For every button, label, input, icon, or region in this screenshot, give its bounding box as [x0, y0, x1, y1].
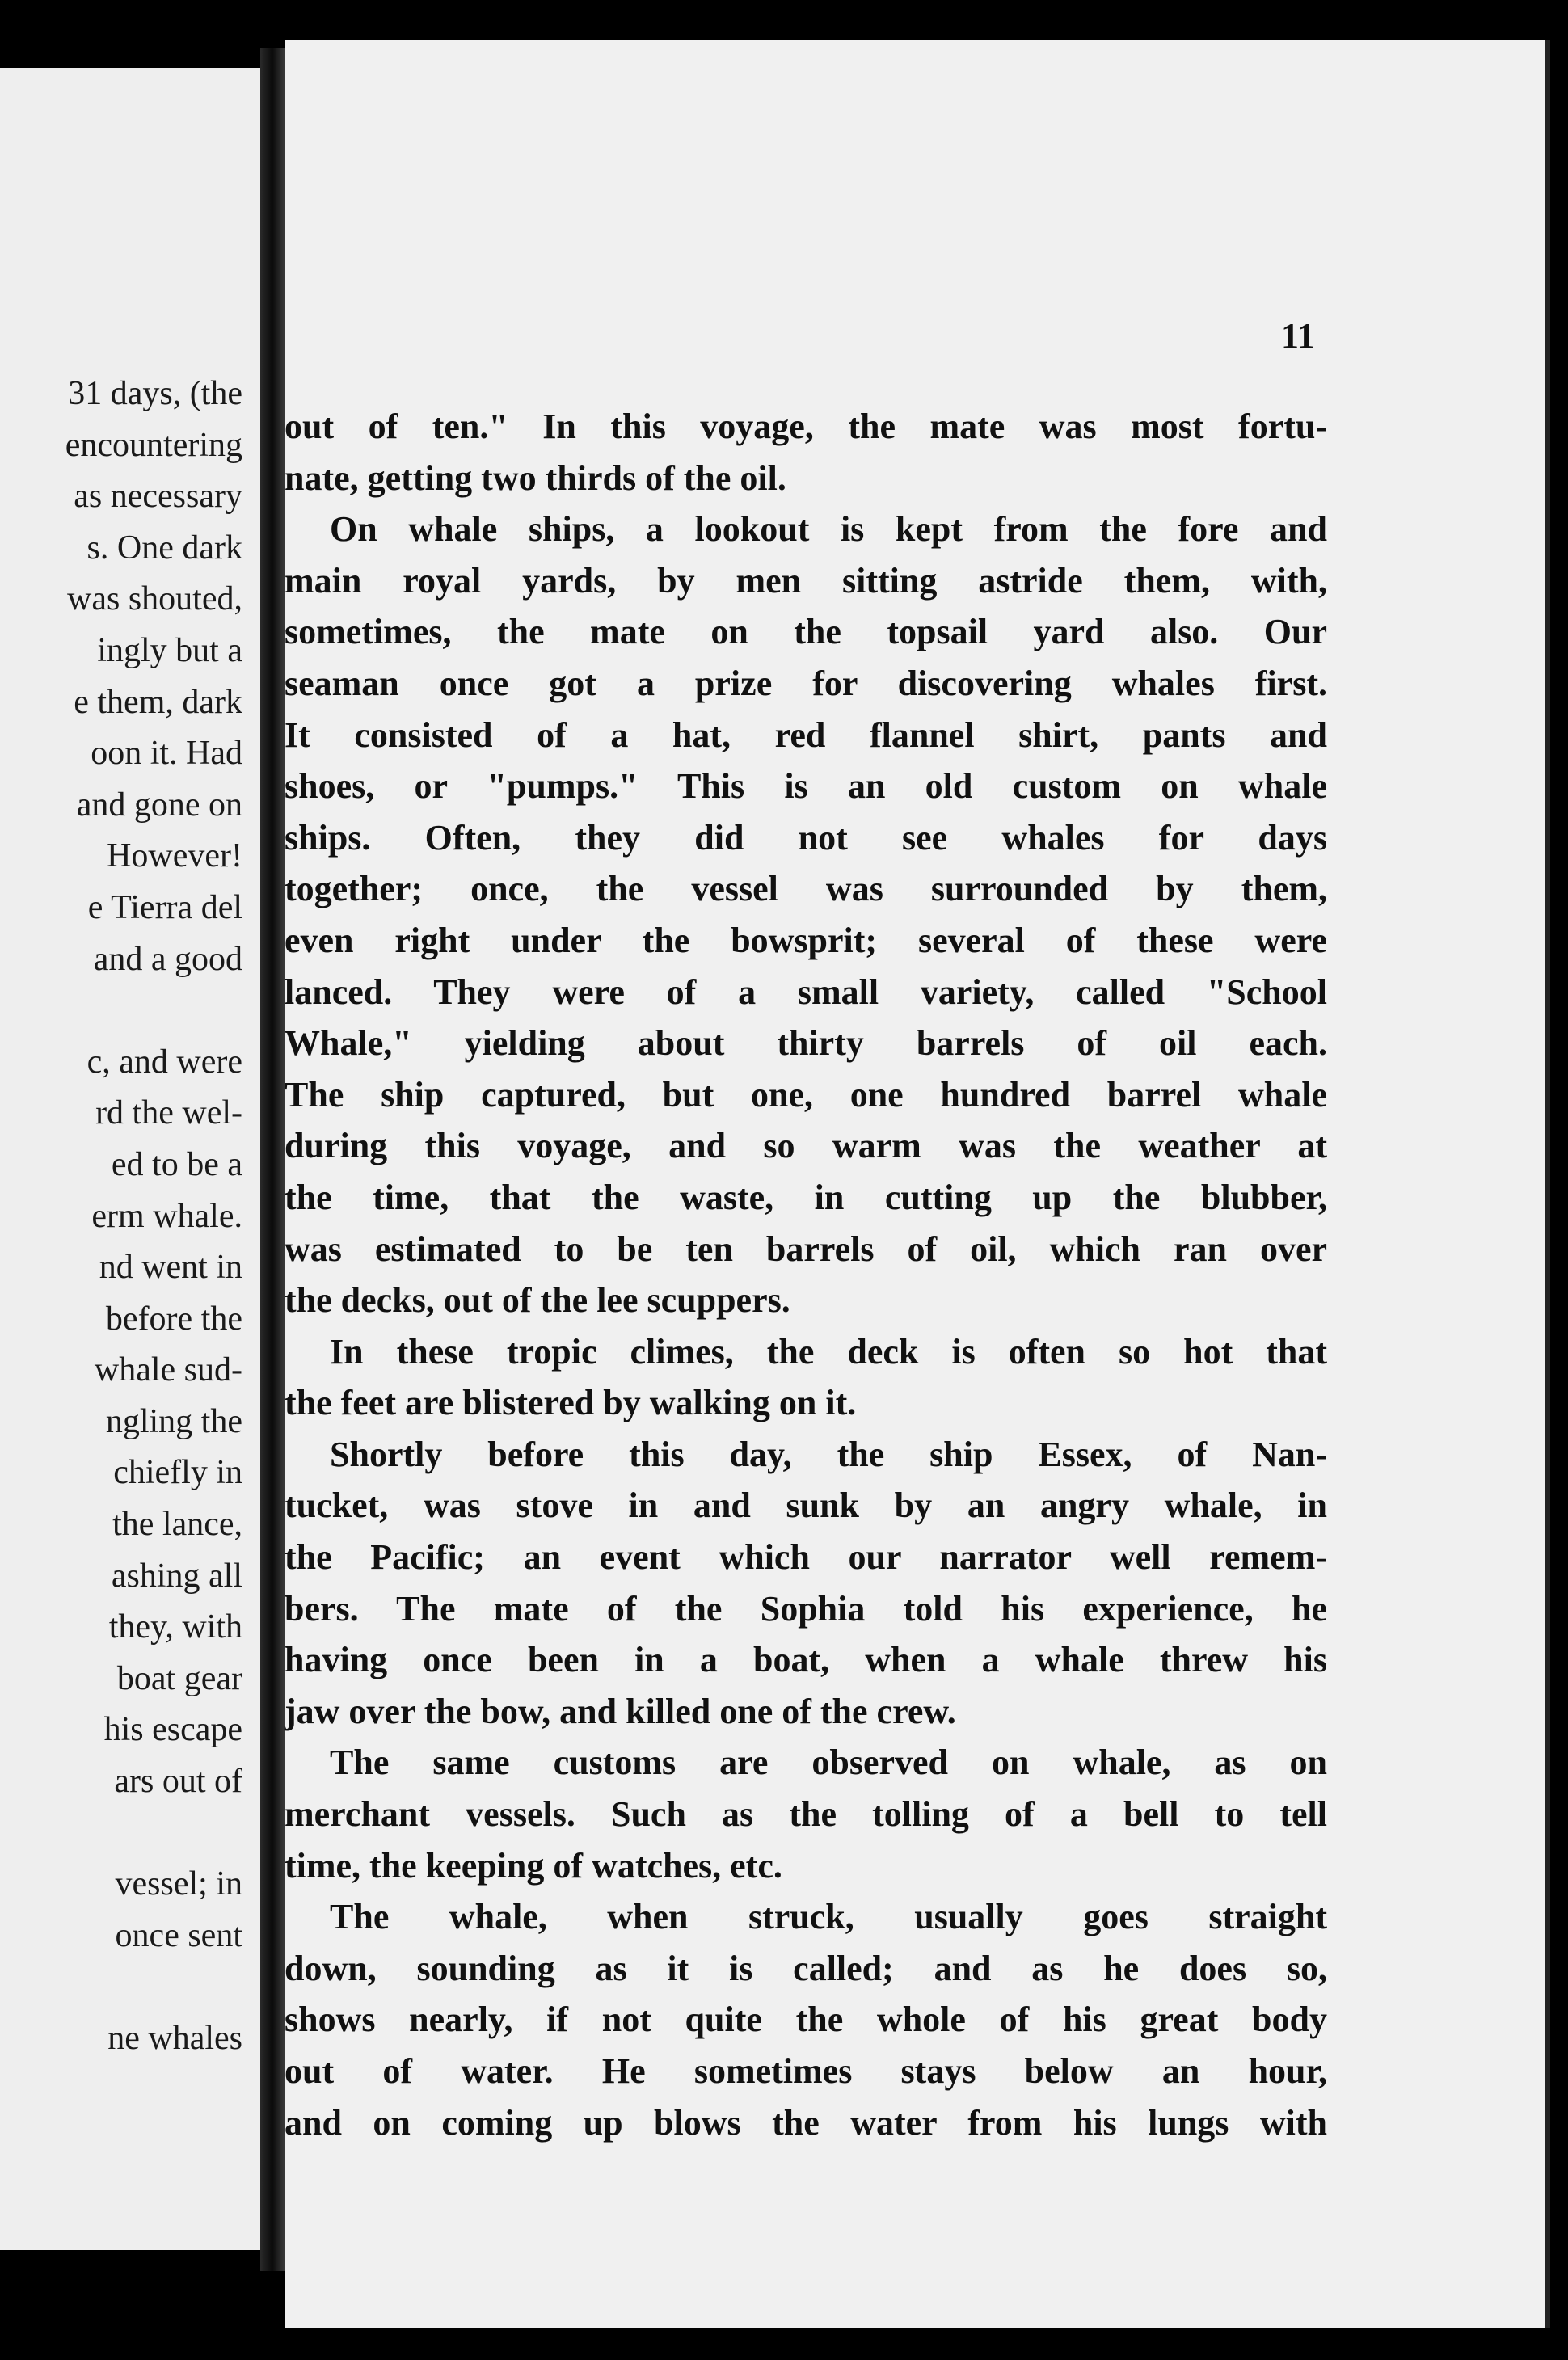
body-text-line: time, the keeping of watches, etc.	[285, 1845, 782, 1886]
body-text-line: was estimated to be ten barrels of oil, which ran over	[285, 1228, 1327, 1269]
body-text-line: Whale," yielding about thirty barrels of oil each.	[285, 1023, 1327, 1064]
left-text-line: vessel; in	[115, 1865, 242, 1903]
body-text-line: jaw over the bow, and killed one of the crew.	[285, 1691, 956, 1731]
page-number: 11	[1281, 316, 1315, 356]
left-text-line	[0, 1962, 242, 2013]
body-text-line: ships. Often, they did not see whales for days	[285, 817, 1327, 858]
left-text-line: chiefly in	[113, 1454, 242, 1492]
left-text-line: and gone on	[76, 786, 242, 824]
body-text-line: shoes, or "pumps." This is an old custom on whale	[285, 766, 1327, 807]
body-text-line: out of water. He sometimes stays below an hour,	[285, 2051, 1327, 2091]
body-text-line: together; once, the vessel was surrounded by them,	[285, 869, 1327, 909]
left-text-line: ed to be a	[111, 1145, 242, 1183]
body-text-line: It consisted of a hat, red flannel shirt, pants and	[285, 714, 1327, 755]
left-text-line: they, with	[108, 1608, 242, 1646]
body-text-line: The same customs are observed on whale, as on	[330, 1743, 1327, 1783]
body-text-line: the decks, out of the lee scuppers.	[285, 1280, 790, 1321]
body-text-line: during this voyage, and so warm was the weather at	[285, 1126, 1327, 1166]
body-text-line: the Pacific; an event which our narrator well remem-	[285, 1537, 1327, 1578]
body-text-line: tucket, was stove in and sunk by an angry whale, in	[285, 1486, 1327, 1526]
left-page-fragment	[0, 68, 260, 2250]
left-text-line: erm whale.	[91, 1197, 242, 1235]
body-text-line: seaman once got a prize for discovering whales first.	[285, 663, 1327, 703]
left-text-line: once sent	[115, 1916, 242, 1954]
body-text-line: lanced. They were of a small variety, called "School	[285, 971, 1327, 1012]
left-text-line: boat gear	[116, 1659, 242, 1697]
left-page-text	[0, 369, 242, 2065]
body-text-line: having once been in a boat, when a whale threw his	[285, 1640, 1327, 1680]
body-text-line: out of ten." In this voyage, the mate was most fortu-	[285, 407, 1327, 446]
left-text-line: 31 days, (the	[68, 375, 242, 412]
left-text-line: oon it. Had	[91, 735, 242, 773]
left-text-line: c, and were	[86, 1043, 242, 1081]
body-text-line: down, sounding as it is called; and as he does so,	[285, 1948, 1327, 1988]
body-text-line: Shortly before this day, the ship Essex, of Nan-	[330, 1434, 1327, 1474]
right-page	[285, 40, 1550, 2328]
left-text-line: ars out of	[114, 1763, 242, 1801]
left-text-line: ngling the	[105, 1402, 242, 1440]
body-text-line: merchant vessels. Such as the tolling of a bell to tell	[285, 1794, 1327, 1835]
left-text-line: the lance,	[112, 1506, 242, 1544]
left-text-line: ashing all	[111, 1557, 242, 1595]
body-text-line: The whale, when struck, usually goes straight	[330, 1897, 1327, 1937]
left-text-line: whale sud-	[94, 1351, 242, 1389]
left-text-line: rd the wel-	[95, 1094, 242, 1132]
left-text-line: ne whales	[107, 2020, 242, 2057]
left-text-line	[0, 1808, 242, 1860]
body-text-line: the time, that the waste, in cutting up the blubber,	[285, 1177, 1327, 1217]
left-text-line: ingly but a	[97, 631, 242, 669]
body-text-line: bers. The mate of the Sophia told his experience, he	[285, 1588, 1327, 1629]
left-text-line: as necessary	[74, 478, 242, 516]
left-text-line: e them, dark	[74, 683, 242, 721]
left-text-line: nd went in	[99, 1249, 242, 1287]
body-text-line: even right under the bowsprit; several of these were	[285, 920, 1327, 960]
body-text-line: On whale ships, a lookout is kept from the fore and	[330, 509, 1327, 550]
left-text-line	[0, 985, 242, 1037]
body-text-line: nate, getting two thirds of the oil.	[285, 457, 786, 498]
body-text-line: sometimes, the mate on the topsail yard also. Our	[285, 612, 1327, 652]
left-text-line: However!	[107, 837, 242, 875]
body-text-line: main royal yards, by men sitting astride them, with,	[285, 560, 1327, 601]
left-text-line: was shouted,	[67, 580, 242, 618]
left-text-line: encountering	[65, 426, 242, 464]
left-text-line: e Tierra del	[87, 888, 242, 926]
left-text-line: and a good	[93, 940, 242, 978]
body-text-line: and on coming up blows the water from his lungs with	[285, 2102, 1327, 2143]
body-text-line: the feet are blistered by walking on it.	[285, 1383, 857, 1423]
left-text-line: before the	[105, 1300, 242, 1338]
body-text-line: shows nearly, if not quite the whole of his great body	[285, 2000, 1327, 2040]
body-text	[285, 401, 1327, 2148]
left-text-line: his escape	[103, 1711, 242, 1749]
left-text-line: s. One dark	[86, 529, 242, 567]
body-text-line: In these tropic climes, the deck is often so hot that	[330, 1331, 1327, 1372]
binding-gutter	[260, 48, 285, 2271]
body-text-line: The ship captured, but one, one hundred barrel whale	[285, 1074, 1327, 1115]
